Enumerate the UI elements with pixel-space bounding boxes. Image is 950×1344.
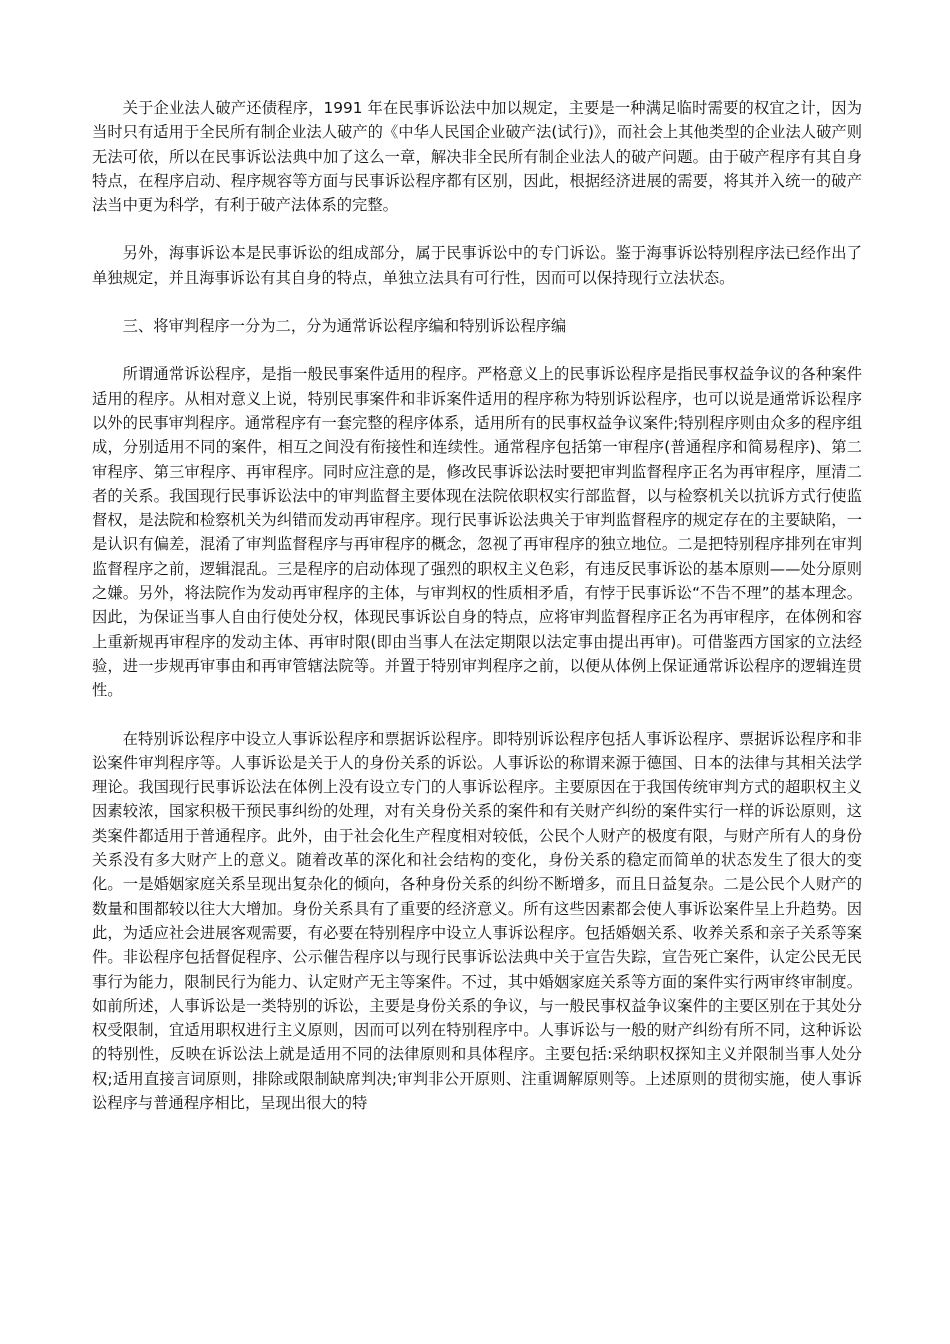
paragraph-special-procedure: 在特别诉讼程序中设立人事诉讼程序和票据诉讼程序。即特别诉讼程序包括人事诉讼程序、票据诉讼程序和非讼案件审判程序等。人事诉讼是关于人的身份关系的诉讼。人事诉讼的称谓来源于德国、日本的法律与其相关法学理论。我国现行民事诉讼法在体例上没有设立专门的人事诉讼程序。主要原因在于我国传统审判方式的超职权主义因素较浓，国家积极干预民事纠纷的处理，对有关身份关系的案件和有关财产纠纷的案件实行一样的诉讼原则，这类案件都适用于普通程序。此外，由于社会化生产程度相对较低，公民个人财产的极度有限，与财产所有人的身份关系没有多大财产上的意义。随着改革的深化和社会结构的变化，身份关系的稳定而简单的状态发生了很大的变化。一是婚姻家庭关系呈现出复杂化的倾向，各种身份关系的纠纷不断增多，而且日益复杂。二是公民个人财产的数量和围都较以往大大增加。身份关系具有了重要的经济意义。所有这些因素都会使人事诉讼案件呈上升趋势。因此，为适应社会进展客观需要，有必要在特别程序中设立人事诉讼程序。包括婚姻关系、收养关系和亲子关系等案件。非讼程序包括督促程序、公示催告程序以与现行民事诉讼法典中关于宣告失踪，宣告死亡案件，认定公民无民事行为能力，限制民行为能力、认定财产无主等案件。不过，其中婚姻家庭关系等方面的案件实行两审终审制度。如前所述，人事诉讼是一类特别的诉讼，主要是身份关系的争议，与一般民事权益争议案件的主要区别在于其处分权受限制，宜适用职权进行主义原则，因而可以列在特别程序中。人事诉讼与一般的财产纠纷有所不同，这种诉讼的特别性，反映在诉讼法上就是适用不同的法律原则和具体程序。主要包括:采纳职权探知主义并限制当事人处分权;适用直接言词原则，排除或限制缺席判决;审判非公开原则、注重调解原则等。上述原则的贯彻实施，使人事诉讼程序与普通程序相比，呈现出很大的特 bbox=[92, 729, 862, 1112]
paragraph-bankruptcy: 关于企业法人破产还债程序，1991 年在民事诉讼法中加以规定，主要是一种满足临时需要的权宜之计，因为当时只有适用于全民所有制企业法人破产的《中华人民国企业破产法(试行)》，而社会上其他类型的企业法人破产则无法可依，所以在民事诉讼法典中加了这么一章，解决非全民所有制企业法人的破产问题。由于破产程序有其自身特点，在程序启动、程序规容等方面与民事诉讼程序都有区别，因此，根据经济进展的需要，将其并入统一的破产法当中更为科学，有利于破产法体系的完整。 bbox=[92, 99, 862, 215]
document-page bbox=[92, 96, 862, 1139]
paragraph-maritime: 另外，海事诉讼本是民事诉讼的组成部分，属于民事诉讼中的专门诉讼。鉴于海事诉讼特别程序法已经作出了单独规定，并且海事诉讼有其自身的特点，单独立法具有可行性，因而可以保持现行立法状态。 bbox=[92, 244, 862, 287]
section-heading: 三、将审判程序一分为二，分为通常诉讼程序编和特别诉讼程序编 bbox=[122, 317, 567, 336]
paragraph-ordinary-procedure: 所谓通常诉讼程序，是指一般民事案件适用的程序。严格意义上的民事诉讼程序是指民事权益争议的各种案件适用的程序。从相对意义上说，特别民事案件和非诉案件适用的程序称为特别诉讼程序，也可以说是通常诉讼程序以外的民事审判程序。通常程序有一套完整的程序体系，适用所有的民事权益争议案件;特别程序则由众多的程序组成，分别适用不同的案件，相互之间没有衔接性和连续性。通常程序包括第一审程序(普通程序和简易程序)、第二审程序、第三审程序、再审程序。同时应注意的是，修改民事诉讼法时要把审判监督程序正名为再审程序，厘清二者的关系。我国现行民事诉讼法中的审判监督主要体现在法院依职权实行部监督，以与检察机关以抗诉方式行使监督权，是法院和检察机关为纠错而发动再审程序。现行民事诉讼法典关于审判监督程序的规定存在的主要缺陷，一是认识有偏差，混淆了审判监督程序与再审程序的概念，忽视了再审程序的独立地位。二是把特别程序排列在审判监督程序之前，逻辑混乱。三是程序的启动体现了强烈的职权主义色彩，有违反民事诉讼的基本原则——处分原则之嫌。另外，将法院作为发动再审程序的主体，与审判权的性质相矛盾，有悖于民事诉讼“不告不理”的基本理念。因此，为保证当事人自由行使处分权，体现民事诉讼自身的特点，应将审判监督程序正名为再审程序，在体例和容上重新规再审程序的发动主体、再审时限(即由当事人在法定期限以法定事由提出再审)。可借鉴西方国家的立法经验，进一步规再审事由和再审管辖法院等。并置于特别审判程序之前，以便从体例上保证通常诉讼程序的逻辑连贯性。 bbox=[92, 365, 863, 700]
